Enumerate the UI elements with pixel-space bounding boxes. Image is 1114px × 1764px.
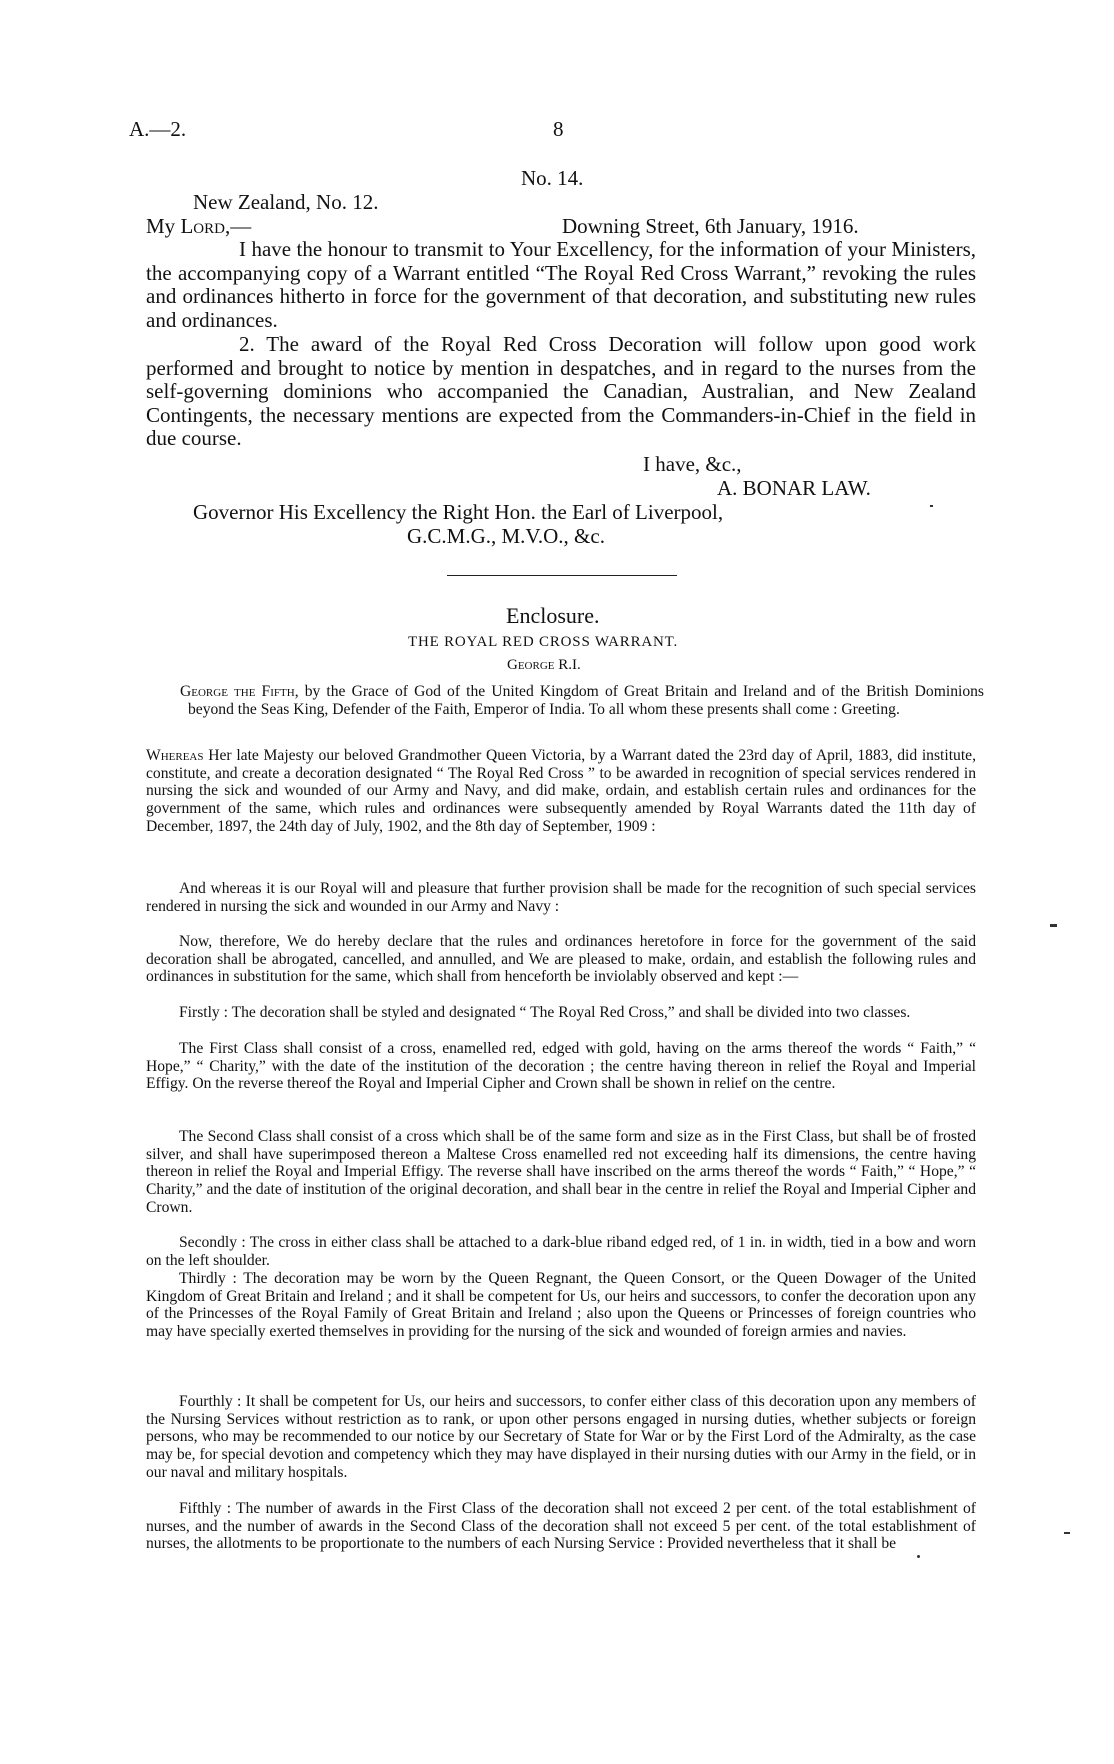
whereas-lead: Whereas <box>146 747 204 764</box>
salutation-suffix: ,— <box>224 214 252 238</box>
now-therefore-clause: Now, therefore, We do hereby declare that the rules and ordinances heretofore in force for the government of the said decoration shall be abrogated, cancelled, and annulled, and We are pleased to make, ordain, and establish the following rules and ordinances in substitution for the same, which shall from henceforth be inviolably observed and kept :— <box>146 933 976 986</box>
salutation-lord: Lord <box>180 214 225 238</box>
scan-speck <box>1064 1532 1070 1534</box>
and-whereas-clause: And whereas it is our Royal will and pleasure that further provision shall be made for the recognition of such special services rendered in nursing the sick and wounded in our Army and Navy : <box>146 880 976 915</box>
page-number: 8 <box>553 117 564 141</box>
signature: A. BONAR LAW. <box>717 476 871 500</box>
fifthly-clause: Fifthly : The number of awards in the First Class of the decoration shall not exceed 2 per cent. of the total establishment of nurses, and the number of awards in the Second Class of the decoration shall not exceed 5 per cent. of the total establishment of nurses, the allotments to be proportionate to the numbers of each Nursing Service : Provided nevertheless that it shall be <box>146 1500 976 1553</box>
second-class-clause: The Second Class shall consist of a cross which shall be of the same form and size as in the First Class, but shall be of frosted silver, and shall have superimposed thereon a Maltese Cross enamelled red not exceeding half its dimensions, the centre having thereon in relief the Royal and Imperial Effigy. The reverse shall have inscribed on the arms thereof the words “ Faith,” “ Hope,” “ Charity,” and the date of institution of the original decoration, and shall bear in the centre in relief the Royal and Imperial Cipher and Crown. <box>146 1128 976 1216</box>
salutation-prefix: My <box>146 214 181 238</box>
letter-paragraph-1: I have the honour to transmit to Your Excellency, for the information of your Ministers, the accompanying copy of a Warrant entitled “The Royal Red Cross Warrant,” revoking the rules and ordinances hitherto in force for the government of that decoration, and substituting new rules and ordinances. <box>146 237 976 332</box>
whereas-text: Her late Majesty our beloved Grandmother Queen Victoria, by a Warrant dated the 23rd day of April, 1883, did institute, constitute, and create a decoration designated “ The Royal Red Cross ” to be awarded in recognition of special services rendered in nursing the sick and wounded of our Army and Navy, and did make, ordain, and establish certain rules and ordinances for the government of the same, which rules and ordinances were subsequently amended by Royal Warrants dated the 11th day of December, 1897, the 24th day of July, 1902, and the 8th day of September, 1909 : <box>146 747 976 835</box>
thirdly-clause: Thirdly : The decoration may be worn by the Queen Regnant, the Queen Consort, or the Queen Dowager of the United Kingdom of Great Britain and Ireland ; and it shall be competent for Us, our heirs and successors, to confer the decoration upon any of the Princesses of the Royal Family of Great Britain and Ireland ; also upon the Queens or Princesses of foreign countries who may have specially exerted themselves in providing for the nursing of the sick and wounded of foreign armies and navies. <box>146 1270 976 1341</box>
warrant-preamble <box>180 683 984 718</box>
whereas-clause <box>146 747 976 836</box>
enclosure-heading: Enclosure. <box>506 603 600 628</box>
addressee-line-2: G.C.M.G., M.V.O., &c. <box>407 524 605 548</box>
preamble-lead: George the Fifth <box>180 683 295 700</box>
section-divider <box>447 575 677 576</box>
preamble-text: , by the Grace of God of the United Kingdom of Great Britain and Ireland and of the British Dominions beyond the Seas King, Defender of the Faith, Emperor of India. To all whom these presents shall come : Greeting. <box>188 683 984 718</box>
firstly-clause: Firstly : The decoration shall be styled and designated “ The Royal Red Cross,” and shall be divided into two classes. <box>179 1004 911 1021</box>
fourthly-clause: Fourthly : It shall be competent for Us, our heirs and successors, to confer either class of this decoration upon any members of the Nursing Services without restriction as to rank, or upon other persons engaged in nursing duties, whether subjects or foreign persons, who may be recommended to our notice by our Secretary of State for War or by the First Lord of the Admiralty, as the case may be, for special devotion and competency which they may have displayed in their nursing duties with our Army in the field, or in our naval and military hospitals. <box>146 1393 976 1481</box>
sovereign-line: George R.I. <box>507 657 581 673</box>
salutation <box>146 214 251 239</box>
addressee-line-1: Governor His Excellency the Right Hon. the Earl of Liverpool, <box>193 500 724 524</box>
warrant-title: THE ROYAL RED CROSS WARRANT. <box>408 634 679 650</box>
scan-speck <box>917 1555 920 1558</box>
colony-reference: New Zealand, No. 12. <box>193 190 379 214</box>
scan-speck <box>1050 924 1057 927</box>
letter-number: No. 14. <box>521 166 584 190</box>
document-reference: A.—2. <box>129 117 187 141</box>
scan-speck <box>930 505 933 507</box>
letter-paragraph-2: 2. The award of the Royal Red Cross Decoration will follow upon good work performed and brought to notice by mention in despatches, and in regard to the nurses from the self-governing dominions who accompanied the Canadian, Australian, and New Zealand Contingents, the necessary mentions are expected from the Commanders-in-Chief in the field in due course. <box>146 332 976 451</box>
closing: I have, &c., <box>643 452 742 476</box>
address-date: Downing Street, 6th January, 1916. <box>562 214 859 238</box>
secondly-clause: Secondly : The cross in either class shall be attached to a dark-blue riband edged red, of 1 in. in width, tied in a bow and worn on the left shoulder. <box>146 1234 976 1269</box>
first-class-clause: The First Class shall consist of a cross, enamelled red, edged with gold, having on the arms thereof the words “ Faith,” “ Hope,” “ Charity,” with the date of the institution of the decoration ; the centre having thereon in relief the Royal and Imperial Effigy. On the reverse thereof the Royal and Imperial Cipher and Crown shall be shown in relief on the centre. <box>146 1040 976 1093</box>
